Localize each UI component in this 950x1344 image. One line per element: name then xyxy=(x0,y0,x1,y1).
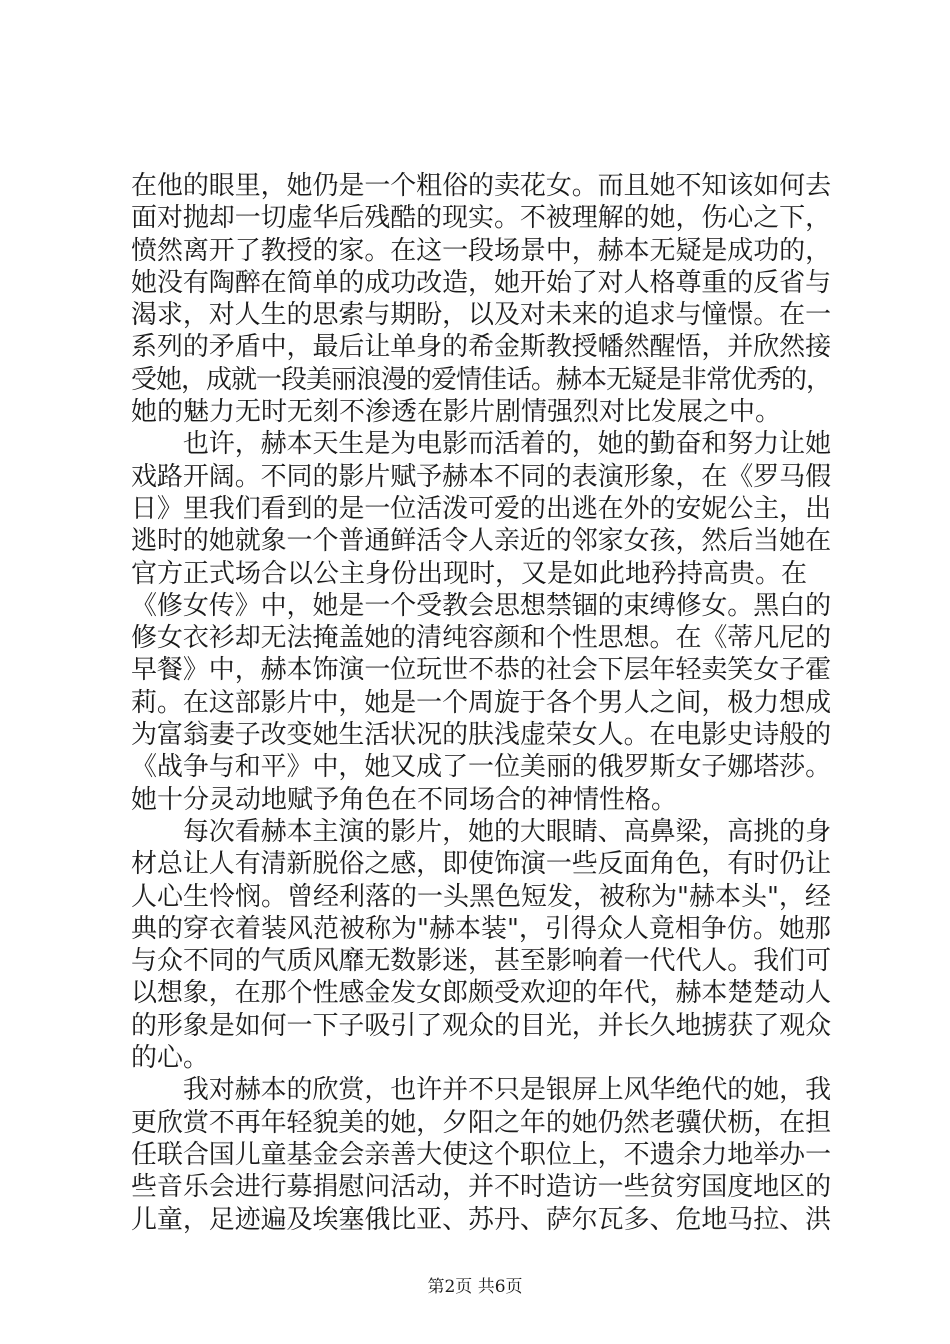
text-line: 任联合国儿童基金会亲善大使这个职位上，不遗余力地举办一 xyxy=(131,1139,832,1170)
text-line: 人心生怜悯。曾经利落的一头黑色短发，被称为"赫本头"，经 xyxy=(131,881,831,912)
text-line: 她没有陶醉在简单的成功改造，她开始了对人格尊重的反省与 xyxy=(131,267,832,298)
text-line: 日》里我们看到的是一位活泼可爱的出逃在外的安妮公主，出 xyxy=(131,493,832,524)
text-line: 渴求，对人生的思索与期盼，以及对未来的追求与憧憬。在一 xyxy=(131,300,832,331)
page-footer: 第2页 共6页 xyxy=(427,1277,523,1297)
text-line: 面对抛却一切虚华后残酷的现实。不被理解的她，伤心之下， xyxy=(131,203,832,234)
text-line: 她十分灵动地赋予角色在不同场合的神情性格。 xyxy=(131,784,678,815)
text-line: 的形象是如何一下子吸引了观众的目光，并长久地掳获了观众 xyxy=(131,1010,832,1041)
text-line: 材总让人有清新脱俗之感，即使饰演一些反面角色，有时仍让 xyxy=(131,849,832,880)
text-line: 愤然离开了教授的家。在这一段场景中，赫本无疑是成功的， xyxy=(131,235,832,266)
text-line: 受她，成就一段美丽浪漫的爱情佳话。赫本无疑是非常优秀的， xyxy=(131,364,832,395)
text-line: 以想象，在那个性感金发女郎颇受欢迎的年代，赫本楚楚动人 xyxy=(131,978,832,1009)
text-line: 每次看赫本主演的影片，她的大眼睛、高鼻梁，高挑的身 xyxy=(131,816,832,847)
text-line: 与众不同的气质风靡无数影迷，甚至影响着一代代人。我们可 xyxy=(131,946,832,977)
text-line: 系列的矛盾中，最后让单身的希金斯教授幡然醒悟，并欣然接 xyxy=(131,332,832,363)
text-line: 典的穿衣着装风范被称为"赫本装"，引得众人竟相争仿。她那 xyxy=(131,913,831,944)
text-line: 的心。 xyxy=(131,1043,210,1074)
text-line: 早餐》中，赫本饰演一位玩世不恭的社会下层年轻卖笑女子霍 xyxy=(131,655,832,686)
text-line: 《修女传》中，她是一个受教会思想禁锢的束缚修女。黑白的 xyxy=(131,590,832,621)
text-line: 儿童，足迹遍及埃塞俄比亚、苏丹、萨尔瓦多、危地马拉、洪 xyxy=(131,1204,832,1235)
text-line: 为富翁妻子改变她生活状况的肤浅虚荣女人。在电影史诗般的 xyxy=(131,720,832,751)
text-line: 在他的眼里，她仍是一个粗俗的卖花女。而且她不知该如何去 xyxy=(131,171,832,201)
text-line: 修女衣衫却无法掩盖她的清纯容颜和个性思想。在《蒂凡尼的 xyxy=(131,623,832,654)
text-line: 我对赫本的欣赏，也许并不只是银屏上风华绝代的她，我 xyxy=(131,1075,832,1106)
text-line: 她的魅力无时无刻不渗透在影片剧情强烈对比发展之中。 xyxy=(131,397,782,428)
text-line: 官方正式场合以公主身份出现时，又是如此地矜持高贵。在 xyxy=(131,558,808,589)
text-line: 更欣赏不再年轻貌美的她，夕阳之年的她仍然老骥伏枥，在担 xyxy=(131,1107,832,1138)
text-line: 戏路开阔。不同的影片赋予赫本不同的表演形象，在《罗马假 xyxy=(131,461,832,492)
text-line: 也许，赫本天生是为电影而活着的，她的勤奋和努力让她 xyxy=(131,429,832,460)
text-line: 《战争与和平》中，她又成了一位美丽的俄罗斯女子娜塔莎。 xyxy=(131,752,832,783)
text-line: 逃时的她就象一个普通鲜活令人亲近的邻家女孩，然后当她在 xyxy=(131,526,832,557)
text-line: 些音乐会进行募捐慰问活动，并不时造访一些贫穷国度地区的 xyxy=(131,1172,832,1203)
text-line: 莉。在这部影片中，她是一个周旋于各个男人之间，极力想成 xyxy=(131,687,832,718)
body-text xyxy=(131,170,831,1236)
